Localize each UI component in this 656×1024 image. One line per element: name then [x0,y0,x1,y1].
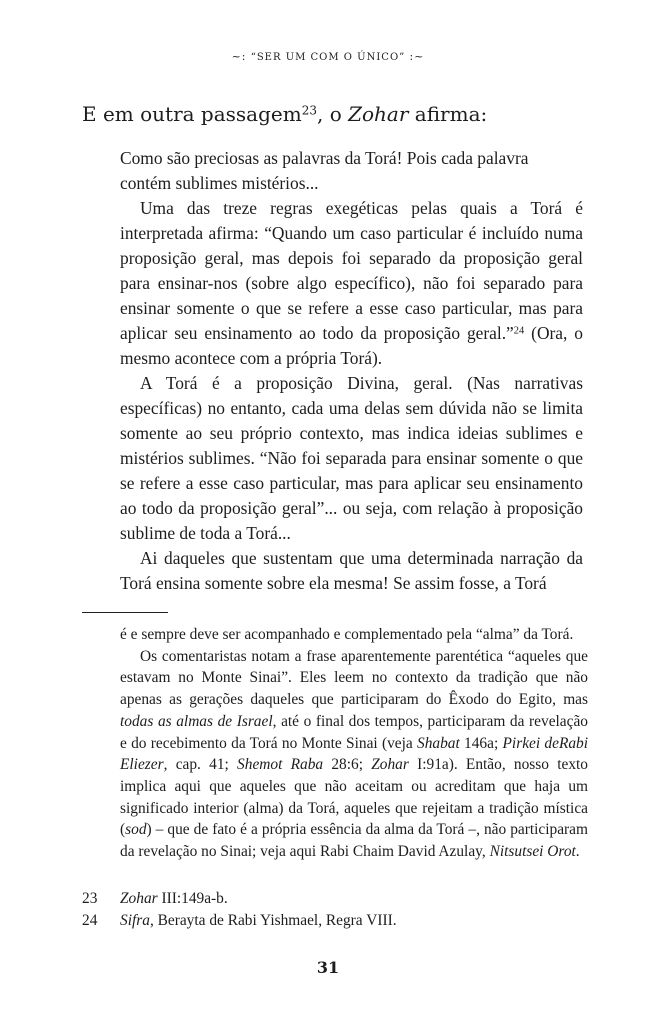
running-head-title: “SER UM COM O ÚNICO” [250,52,406,63]
footnote-24-number: 24 [82,912,98,929]
running-head [0,50,656,63]
footnote-24: 24 Sifra, Berayta de Rabi Yishmael, Regra VIII. [82,910,588,932]
footnote-23: 23 Zohar III:149a-b. [82,888,588,910]
quote-paragraph-4: Ai daqueles que sustentam que uma determinada narração da Torá ensina somente sobre ela mesma! Se assim fosse, a Torá [120,548,583,593]
ornament-left-icon: ~: [231,50,247,63]
quote-paragraph-3: A Torá é a proposição Divina, geral. (Nas narrativas específicas) no entanto, cada uma delas sem dúvida não se limita somente ao seu próprio contexto, mas indica ideias sublimes e mistérios sublimes. “Não foi separada para ensinar somente o que se refere a esse caso particular, mas para aplicar seu ensinamento ao todo da proposição geral”... ou seja, com relação à proposição sublime de toda a Torá... [120,373,583,543]
quote-paragraph-2: Uma das treze regras exegéticas pelas quais a Torá é interpretada afirma: “Quando um caso particular é incluído numa proposição geral, mas depois foi separado da proposição geral para ensinar-nos (sobre algo específico), não foi separado para ensinar somente o que se refere a esse caso particular, mas para aplicar seu ensinamento ao todo da proposição geral.”$^{24}$ (Ora, o mesmo acontece com a própria Torá). [120,198,583,368]
quote-paragraph-1: Como são preciosas as palavras da Torá! Pois cada palavra contém sublimes mistérios... [120,148,529,193]
footnote-ref-23: 23 [301,103,317,118]
intro-line: E em outra passagem$^{23}$, o Zohar afirma: [82,102,488,126]
page-number: 31 [316,958,340,977]
footnote-divider [82,612,168,613]
intro-zohar: Zohar [348,102,409,126]
footnote-22-paragraph-2: Os comentaristas notam a frase aparentemente parentética “aqueles que estavam no Monte Sinai”. Eles leem no contexto da tradição que não apenas as gerações daqueles que participaram do Êxodo do Egito, mas todas as almas de Israel, até o final dos tempos, participaram da revelação e do recebimento da Torá no Monte Sinai (veja Shabat 146a; Pirkei deRabi Eliezer, cap. 41; Shemot Raba 28:6; Zohar I:91a). Então, nosso texto implica aqui que aqueles que não aceitam ou acreditam que haja um significado interior (alma) da Torá, aqueles que rejeitam a tradição mística (sod) – que de fato é a própria essência da alma da Torá –, não participaram da revelação no Sinai; veja aqui Rabi Chaim David Azulay, Nitsutsei Orot. [120,647,589,861]
ornament-right-icon: :~ [409,50,425,63]
footnote-22-continued: é e sempre deve ser acompanhado e complementado pela “alma” da Torá. [120,626,574,643]
footnote-ref-24: 24 [513,325,525,337]
footnote-23-number: 23 [82,890,98,907]
block-quote [120,146,583,596]
footnote-continuation [120,624,588,863]
